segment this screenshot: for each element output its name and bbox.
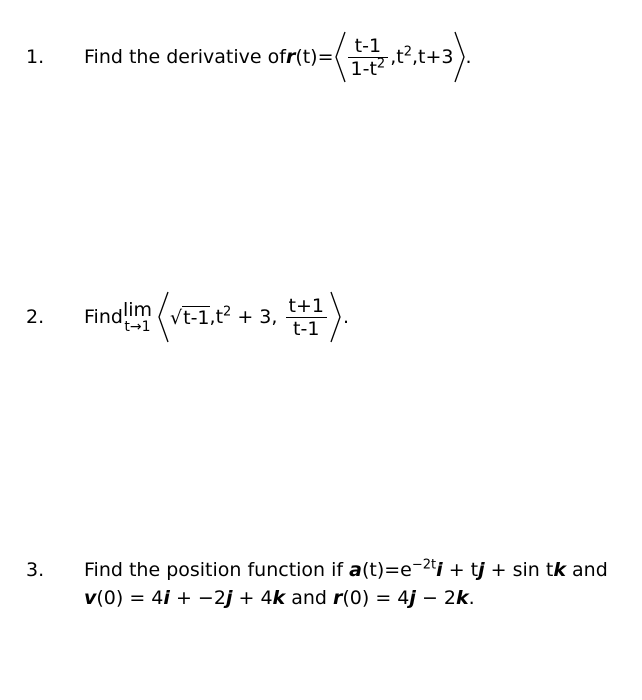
numerator: t-1 bbox=[354, 34, 382, 57]
fraction bbox=[348, 35, 389, 80]
numerator: t+1 bbox=[288, 294, 324, 317]
right-angle-bracket bbox=[329, 290, 343, 344]
vector-v: v bbox=[84, 587, 97, 609]
period: . bbox=[465, 46, 472, 68]
denominator: $1-t^2$ bbox=[350, 56, 386, 80]
problem-number: 1. bbox=[26, 46, 45, 68]
limit-operator: lim t→1 bbox=[122, 299, 153, 335]
problem-statement: Findlim t→1 $√t-1,t^2 + 3$, $\frac{t+1}{t-1}$ . bbox=[84, 290, 349, 344]
vector-r: r bbox=[333, 587, 343, 609]
component-t-squared: $t^2$ bbox=[396, 44, 412, 68]
vector-r: r bbox=[285, 46, 296, 68]
problem-line-2: v(0) = 4i + −2j + 4k and r(0) = 4j − 2k. bbox=[84, 587, 475, 609]
component-t-plus-3: t+3 bbox=[418, 46, 454, 68]
problem-line-1: Find the position function if $a(t)=e^{-2t}i$ + tj + sin tk and bbox=[84, 557, 608, 581]
problem-number: 3. bbox=[26, 559, 45, 581]
left-angle-bracket bbox=[334, 30, 346, 84]
prompt-text: Find bbox=[84, 306, 123, 328]
problem-statement bbox=[84, 556, 608, 612]
component-separator: , bbox=[390, 46, 397, 68]
problem-2 bbox=[0, 290, 642, 350]
sqrt-term: √t-1 bbox=[170, 306, 210, 329]
fraction bbox=[286, 295, 327, 340]
right-angle-bracket bbox=[454, 30, 466, 84]
problem-1 bbox=[0, 30, 642, 90]
t-squared-plus-3: $t^2 + 3$, bbox=[215, 304, 278, 328]
problem-3 bbox=[0, 556, 642, 616]
limit-subscript: t→1 bbox=[124, 319, 151, 335]
period: . bbox=[342, 306, 350, 328]
left-angle-bracket bbox=[156, 290, 170, 344]
vector-a: a bbox=[349, 559, 362, 581]
problem-statement: Find the derivative ofr(t)= $\frac{t-1}{1-t^2}$ $,t^2,t+3$ . bbox=[84, 30, 472, 84]
function-arg: (t)= bbox=[295, 46, 334, 68]
denominator: t-1 bbox=[293, 317, 320, 340]
problem-number: 2. bbox=[26, 306, 45, 328]
prompt-text: Find the derivative of bbox=[84, 46, 286, 68]
